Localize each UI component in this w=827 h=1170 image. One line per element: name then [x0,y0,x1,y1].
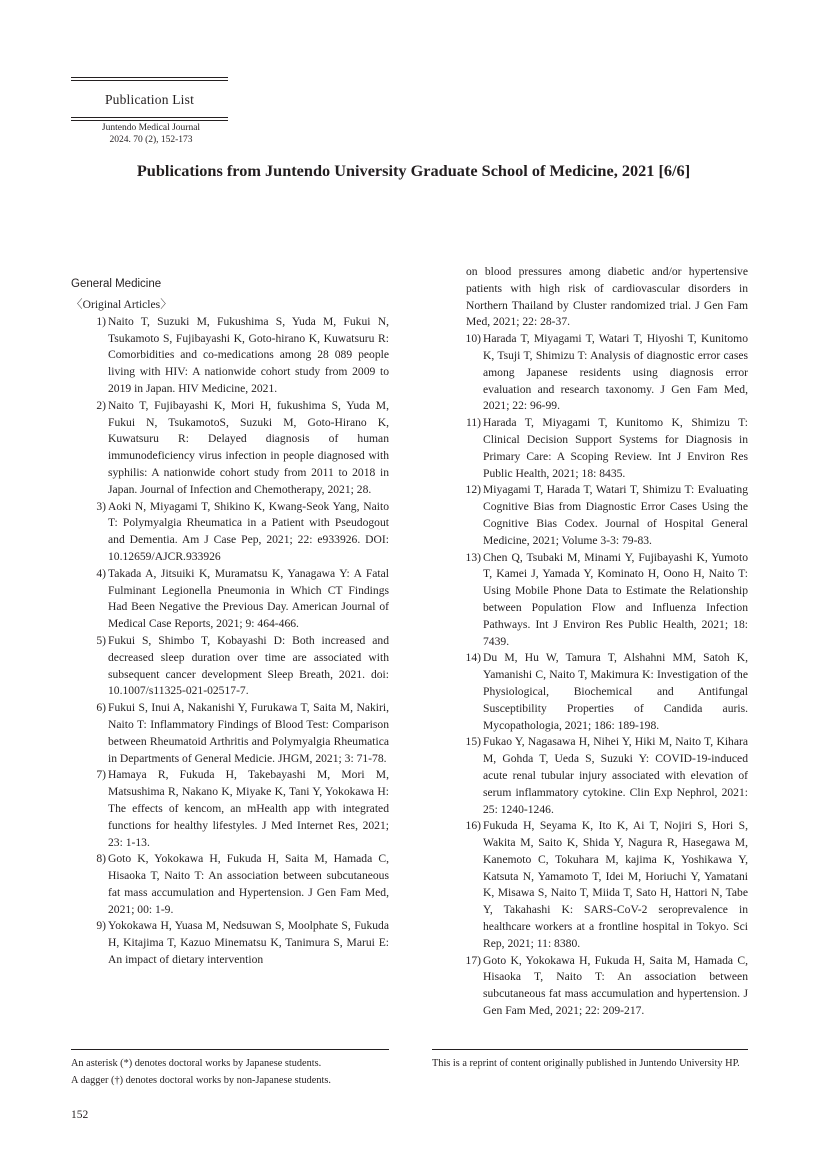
reference-text: Fukuda H, Seyama K, Ito K, Ai T, Nojiri S, Hori S, Wakita M, Saito K, Shida Y, Nagura R, Hasegawa M, Kanemoto C, Tokuhara M, kajima K, Yoshikawa Y, Katsuta N, Yamamoto T, Idei M, Horiuchi Y, Yamatani K, Misawa S, Naito T, Miida T, Sato H, Hattori N, Tabe Y, Takahashi K: SARS-CoV-2 seroprevalence in healthcare workers at a frontline hospital in Tokyo. Sci Rep, 2021; 11: 8380. [483,819,748,950]
section-heading: General Medicine [71,278,162,290]
reference-text: Yokokawa H, Yuasa M, Nedsuwan S, Moolphate S, Fukuda H, Kitajima T, Kazuo Minematsu K, Tanimura S, Marui E: An impact of dietary intervention [108,919,389,967]
page-title: Publications from Juntendo University Graduate School of Medicine, 2021 [6/6] [136,161,691,180]
reference-text: Goto K, Yokokawa H, Fukuda H, Saita M, Hamada C, Hisaoka T, Naito T: An association between subcutaneous fat mass accumulation and Hypertension. J Gen Fam Med, 2021; 00: 1-9. [108,852,389,916]
subsection-heading: 〈Original Articles〉 [71,298,172,311]
reference-text: Fukao Y, Nagasawa H, Nihei Y, Hiki M, Naito T, Kihara M, Gohda T, Ueda S, Suzuki Y: COVID-19-induced acute renal tubular injury associated with elevation of serum inflammatory cytokine. Clin Exp Nephrol, 2021: 25: 1240-1246. [483,735,748,816]
reference-text: Goto K, Yokokawa H, Fukuda H, Saita M, Hamada C, Hisaoka T, Naito T: An association between subcutaneous fat mass accumulation and hypertension. J Gen Fam Med, 2021; 22: 209-217. [483,953,748,1018]
reference-continuation: on blood pressures among diabetic and/or hypertensive patients with high risk of cardiovascular disorders in Northern Thailand by Cluster randomized trial. J Gen Fam Med, 2021; 22: 28-37. [466,265,748,329]
reference-text: Naito T, Fujibayashi K, Mori H, fukushima S, Yuda M, Fukui N, TsukamotoS, Suzuki M, Goto-Hirano K, Kuwatsuru R: Delayed diagnosis of human immunodeficiency virus infection in people diagnosed with syphilis: A nationwide cohort study from 2011 to 2018 in Japan. Journal of Infection and Chemotherapy, 2021; 28. [108,398,389,496]
reference-number: 8) [96,852,106,866]
reference-item [71,398,389,499]
left-column [71,276,389,969]
reference-list-right [446,331,748,1020]
reference-number: 13) [465,550,481,564]
reference-text: Fukui S, Shimbo T, Kobayashi D: Both increased and decreased sleep duration over time are associated with subsequent cancer development Sleep Breath, 2021. doi: 10.1007/s11325-021-02517-7. [108,633,389,698]
reference-text: Aoki N, Miyagami T, Shikino K, Kwang-Seok Yang, Naito T: Polymyalgia Rheumatica in a Patient with Pseudogout and Dementia. Am J Case Pep, 2021; 22: e933926. DOI: 10.12659/AJCR.933926 [108,499,389,563]
reference-item [71,767,389,851]
bottom-rule [71,117,228,121]
reference-number: 2) [96,398,106,412]
reference-number: 1) [96,314,106,328]
reference-number: 17) [465,953,481,967]
reference-text: Naito T, Suzuki M, Fukushima S, Yuda M, Fukui N, Tsukamoto S, Fujibayashi K, Goto-hirano K, Kuwatsuru R: Comorbidities and co-medications among 28 089 people living with HIV: A nationwide cohort study from 2009 to 2019 in Japan. HIV Medicine, 2021. [108,314,389,395]
reference-text: Harada T, Miyagami T, Kunitomo K, Shimizu T: Clinical Decision Support Systems for Diagnosis in Primary Care: A Scoping Review. Int J Environ Res Public Health, 2021; 18: 8435. [483,416,748,480]
reference-item [71,566,389,633]
student-footnote [71,1049,389,1089]
reference-item [71,918,389,968]
reference-text: Harada T, Miyagami T, Watari T, Hiyoshi T, Kunitomo K, Tsuji T, Shimizu T: Analysis of diagnostic error cases among Japanese residents using diagnosis error evaluation and research taxonomy. J Gen Fam Med, 2021; 22: 96-99. [483,332,748,413]
reference-text: Du M, Hu W, Tamura T, Alshahni MM, Satoh K, Yamanishi C, Naito T, Makimura K: Investigation of the Physiological, Biochemical and Antifungal Susceptibility Properties of Candida auris. Mycopathologia, 2021; 186: 189-198. [483,651,748,732]
asterisk-note: An asterisk (*) denotes doctoral works by Japanese students. [71,1058,322,1069]
reference-number: 12) [465,483,481,497]
right-column [446,264,748,1020]
page-number: 152 [71,1109,89,1121]
reference-item [71,314,389,398]
reference-number: 9) [96,919,106,933]
section-label: Publication List [104,92,195,107]
reference-number: 4) [96,566,106,580]
reference-number: 11) [465,416,481,430]
reference-item [71,499,389,566]
reference-text: Miyagami T, Harada T, Watari T, Shimizu T: Evaluating Cognitive Bias from Diagnostic Error Cases Using the Cognitive Bias Codex. Journal of Hospital General Medicine, 2021; Volume 3-3: 79-83. [483,483,748,547]
reference-number: 3) [96,499,106,513]
journal-citation [71,122,231,146]
reference-item [446,550,748,651]
reference-item [446,953,748,1020]
reference-list-left [71,314,389,969]
reference-number: 5) [96,633,106,647]
reference-number: 14) [465,651,481,665]
reference-text: Fukui S, Inui A, Nakanishi Y, Furukawa T, Saita M, Nakiri, Naito T: Inflammatory Findings of Blood Test: Comparison between Rheumatoid Arthritis and Polymyalgia Rheumatica in Departments of General Medicie. JHGM, 2021; 3: 71-78. [108,701,389,765]
reference-number: 7) [96,768,106,782]
reference-item [446,482,748,549]
reference-item [446,331,748,415]
reference-number: 6) [96,701,106,715]
journal-volume: 2024. 70 (2), 152-173 [109,135,193,145]
reprint-footnote: This is a reprint of content originally published in Juntendo University HP. [432,1049,748,1072]
reference-item [71,633,389,700]
reference-item [446,818,748,952]
section-label-box [71,77,228,121]
reference-item [446,734,748,818]
reference-text: Takada A, Jitsuiki K, Muramatsu K, Yanagawa Y: A Fatal Fulminant Legionella Pneumonia in Which CT Findings Had Been Negative the Previous Day. American Journal of Medical Case Reports, 2021; 9: 464-466. [108,566,389,631]
reference-item [71,700,389,767]
reference-item [446,650,748,734]
reference-text: Chen Q, Tsubaki M, Minami Y, Fujibayashi K, Yumoto T, Kamei J, Yamada Y, Kominato H, Oono H, Naito T: Using Mobile Phone Data to Estimate the Relationship between Population Flow and Influenza Infection Pathways. Int J Environ Res Public Health, 2021; 18: 7439. [483,550,748,648]
reference-item [71,851,389,918]
reference-number: 15) [465,735,481,749]
reference-text: Hamaya R, Fukuda H, Takebayashi M, Mori M, Matsushima R, Nakano K, Miyake K, Tani Y, Yokokawa H: The effects of kencom, an mHealth app with integrated functions for healthy lifestyles. J Med Internet Res, 2021; 23: 1-13. [108,768,389,849]
reference-number: 10) [465,332,481,346]
reference-number: 16) [465,819,481,833]
journal-name: Juntendo Medical Journal [101,123,201,133]
dagger-note: A dagger (†) denotes doctoral works by non-Japanese students. [71,1075,331,1086]
reference-item [446,415,748,482]
